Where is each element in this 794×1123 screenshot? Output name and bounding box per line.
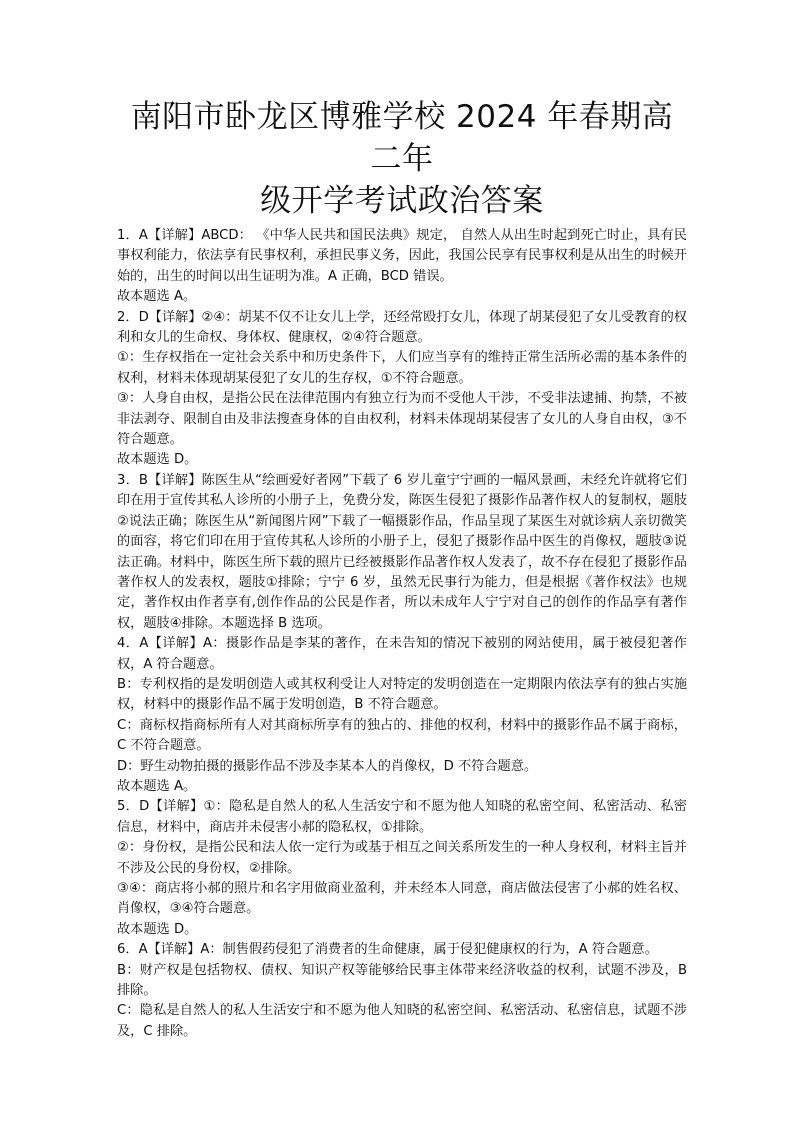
q6-option-c: C：隐私是自然人的私人生活安宁和不愿为他人知晓的私密空间、私密活动、私密信息，试题不涉及，C 排除。 xyxy=(117,1003,687,1039)
q1-conclusion: 故本题选 A。 xyxy=(117,289,197,305)
q4-conclusion: 故本题选 A。 xyxy=(117,778,197,794)
q2-answer: 2．D【详解】②④：胡某不仅不让女儿上学，还经常殴打女儿，体现了胡某侵犯了女儿受教育的权利和女儿的生命权、身体权、健康权，②④符合题意。 xyxy=(117,309,687,346)
q5-option-34: ③④：商店将小郝的照片和名字用做商业盈利，并未经本人同意，商店做法侵害了小郝的姓名权、肖像权，③④符合题意。 xyxy=(117,881,687,917)
q4-answer: 4．A【详解】A：摄影作品是李某的著作，在未告知的情况下被别的网站使用，属于被侵犯著作权，A 符合题意。 xyxy=(117,636,687,672)
q1-answer: 1．A【详解】ABCD： 《中华人民共和国民法典》规定， 自然人从出生时起到死亡时止，具有民事权利能力，依法享有民事权利，承担民事义务，因此，我国公民享有民事权利是从出生的时候开始的，出生的时间以出生证明为准。A 正确，BCD 错误。 xyxy=(117,228,687,284)
q4-option-c: C：商标权指商标所有人对其商标所享有的独占的、排他的权利，材料中的摄影作品不属于商标，C 不符合题意。 xyxy=(117,717,687,754)
title-line-2: 级开学考试政治答案 xyxy=(260,183,544,219)
q5-option-2: ②：身份权，是指公民和法人依一定行为或基于相互之间关系所发生的一种人身权利，材料主旨并不涉及公民的身份权，②排除。 xyxy=(117,840,687,876)
q4-option-b: B：专利权指的是发明创造人或其权利受让人对特定的发明创造在一定期限内依法享有的独占实施权，材料中的摄影作品不属于发明创造，B 不符合题意。 xyxy=(117,676,687,713)
q5-conclusion: 故本题选 D。 xyxy=(117,921,198,937)
answer-document xyxy=(117,96,687,1042)
q5-answer: 5．D【详解】①：隐私是自然人的私人生活安宁和不愿为他人知晓的私密空间、私密活动、私密信息，材料中，商店并未侵害小郝的隐私权，①排除。 xyxy=(117,799,687,835)
q2-option-3: ③：人身自由权，是指公民在法律范围内有独立行为而不受他人干涉，不受非法逮捕、拘禁，不被非法剥夺、限制自由及非法搜查身体的自由权利，材料未体现胡某侵害了女儿的人身自由权，③不符合题意。 xyxy=(117,391,687,448)
q2-option-1: ①：生存权指在一定社会关系中和历史条件下，人们应当享有的维持正常生活所必需的基本条件的权利，材料未体现胡某侵犯了女儿的生存权，①不符合题意。 xyxy=(117,350,687,386)
q6-option-b: B：财产权是包括物权、债权、知识产权等能够给民事主体带来经济收益的权利，试题不涉及，B 排除。 xyxy=(117,962,687,999)
title-line-1: 南阳市卧龙区博雅学校 2024 年春期高二年 xyxy=(130,99,674,177)
q3-answer: 3．B【详解】陈医生从“绘画爱好者网”下载了 6 岁儿童宁宁画的一幅风景画，未经允许就将它们印在用于宣传其私人诊所的小册子上，免费分发，陈医生侵犯了摄影作品著作权人的复制权，题肢②说法正确；陈医生从“新闻图片网”下载了一幅摄影作品，作品呈现了某医生对就诊病人亲切微笑的面容，将它们印在用于宣传其私人诊所的小册子上，侵犯了摄影作品中医生的肖像权，题肢③说法正确。材料中，陈医生所下载的照片已经被摄影作品著作权人发表了，故不存在侵犯了摄影作品著作权人的发表权，题肢①排除；宁宁 6 岁，虽然无民事行为能力，但是根据《著作权法》也规定，著作权由作者享有,创作作品的公民是作者，所以未成年人宁宁对自己的创作的作品享有著作权，题肢④排除。本题选择 B 选项。 xyxy=(117,472,687,631)
q2-conclusion: 故本题选 D。 xyxy=(117,452,198,468)
q4-option-d: D：野生动物拍摄的摄影作品不涉及李某本人的肖像权，D 不符合题意。 xyxy=(117,758,538,774)
document-title xyxy=(117,96,687,222)
document-body xyxy=(117,226,687,1042)
q6-answer: 6．A【详解】A：制售假药侵犯了消费者的生命健康，属于侵犯健康权的行为，A 符合题意。 xyxy=(117,942,658,958)
